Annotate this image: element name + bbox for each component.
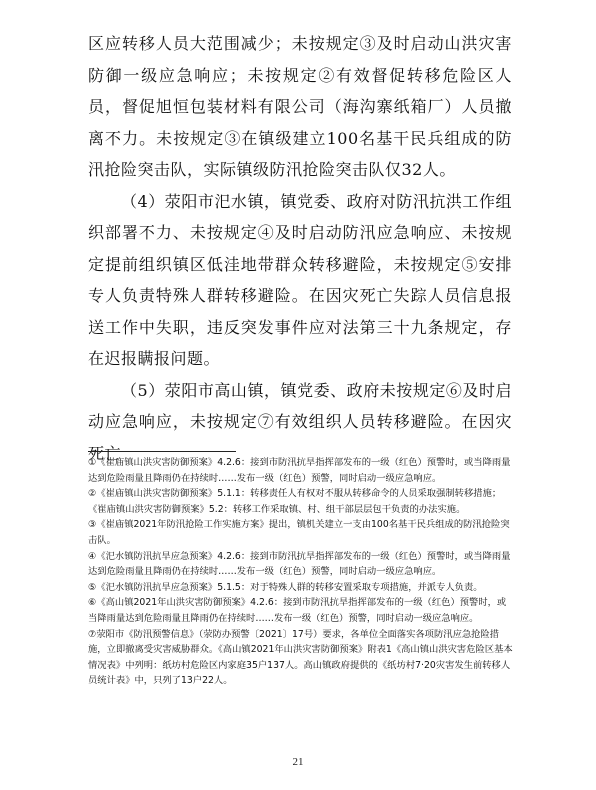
footnote-2: ②《崔庙镇山洪灾害防御预案》5.1.1：转移责任人有权对不服从转移命令的人员采取强制转移措施；《崔庙镇山洪灾害防御预案》5.2：转移工作采取镇、村、组干部层层包干负责的办法实施。 xyxy=(88,488,502,515)
body-text xyxy=(88,28,512,469)
paragraph-1: 区应转移人员大范围减少；未按规定③及时启动山洪灾害防御一级应急响应；未按规定②有效督促转移危险区人员，督促旭恒包装材料有限公司（海沟寨纸箱厂）人员撤离不力。未按规定③在镇级建立100名基干民兵组成的防汛抢险突击队，实际镇级防汛抢险突击队仅32人。 xyxy=(88,34,512,179)
paragraph-3: （5）荥阳市高山镇，镇党委、政府未按规定⑥及时启动应急响应，未按规定⑦有效组织人员转移避险。在因灾死亡 xyxy=(88,380,512,463)
footnote-1: ①《崔庙镇山洪灾害防御预案》4.2.6：接到市防汛抗旱指挥部发布的一级（红色）预警时，或当降雨量达到危险雨量且降雨仍在持续时……发布一级（红色）预警，同时启动一级应急响应。 xyxy=(88,457,511,484)
footnote-3: ③《崔庙镇2021年防汛抢险工作实施方案》提出，镇机关建立一支由100名基干民兵组成的防汛抢险突击队。 xyxy=(88,519,510,546)
footnote-5: ⑤《汜水镇防汛抗旱应急预案》5.1.5：对于特殊人群的转移安置采取专项措施，并派专人负责。 xyxy=(88,581,483,593)
page-number: 21 xyxy=(292,756,304,768)
footnote-4: ④《汜水镇防汛抗旱应急预案》4.2.6：接到市防汛抗旱指挥部发布的一级（红色）预警时，或当降雨量达到危险雨量且降雨仍在持续时……发布一级（红色）预警，同时启动一级应急响应。 xyxy=(88,550,511,578)
footnote-7: ⑦荥阳市《防汛预警信息》（荥防办预警〔2021〕17号）要求，各单位全面落实各项防汛应急抢险措施，立即撤离受灾害威胁群众。《高山镇2021年山洪灾害防御预案》附表1《高山镇山洪灾害危险区基本情况表》中列明：纸坊村危险区内家庭35户137人。高山镇政府提供的《纸坊村7·20灾害发生前转移人员统计表》中，只列了13户22人。 xyxy=(88,628,513,687)
footnote-divider xyxy=(88,451,236,452)
footnotes xyxy=(88,455,513,689)
footnote-6: ⑥《高山镇2021年山洪灾害防御预案》4.2.6：接到市防汛抗旱指挥部发布的一级（红色）预警时，或当降雨量达到危险雨量且降雨仍在持续时……发布一级（红色）预警，同时启动一级应急响应。 xyxy=(88,597,507,624)
paragraph-2: （4）荥阳市汜水镇，镇党委、政府对防汛抗洪工作组织部署不力、未按规定④及时启动防汛应急响应、未按规定提前组织镇区低洼地带群众转移避险，未按规定⑤安排专人负责特殊人群转移避险。在因灾死亡失踪人员信息报送工作中失职，违反突发事件应对法第三十九条规定，存在迟报瞒报问题。 xyxy=(88,191,512,368)
